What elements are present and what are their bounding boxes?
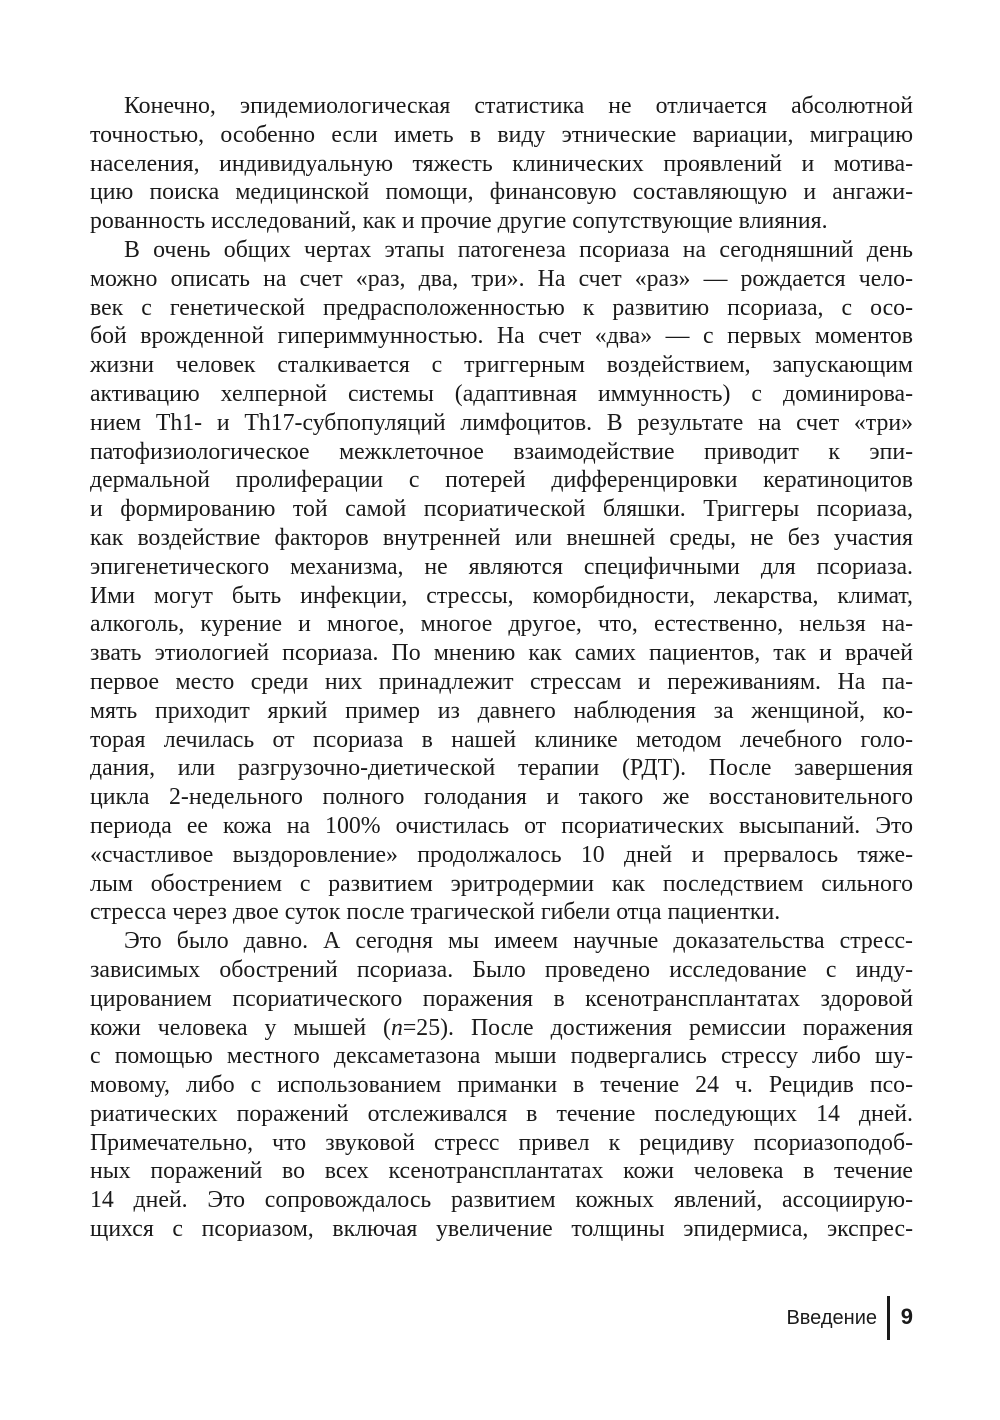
text-line: цированием псориатического поражения в ксенотрансплантатах здоровой (90, 985, 913, 1012)
text-line: цию поиска медицинской помощи, финансовую составляющую и ангажи- (90, 179, 913, 206)
text-line: как воздействие факторов внутренней или внешней среды, не без участия (90, 524, 913, 551)
text-line: щихся с псориазом, включая увеличение толщины эпидермиса, экспрес- (90, 1216, 913, 1243)
text-line: рованность исследований, как и прочие другие сопутствующие влияния. (90, 208, 828, 235)
paragraph-1 (90, 92, 913, 236)
text-line: век с генетической предрасположенностью к развитию псориаза, с осо- (90, 294, 913, 321)
text-line: В очень общих чертах этапы патогенеза псориаза на сегодняшний день (124, 236, 913, 263)
text-line: Ими могут быть инфекции, стрессы, коморбидности, лекарства, климат, (90, 582, 913, 609)
paragraph-3 (90, 927, 913, 1244)
text-line: периода ее кожа на 100% очистилась от псориатических высыпаний. Это (90, 812, 913, 839)
body-text (90, 92, 913, 1244)
text-line: звать этиологией псориаза. По мнению как самих пациентов, так и врачей (90, 640, 913, 667)
text-line: бой врожденной гипериммунностью. На счет «два» — с первых моментов (90, 323, 913, 350)
footer-divider (887, 1296, 890, 1340)
text-line: кожи человека у мышей (n=25). После достижения ремиссии поражения (90, 1014, 913, 1041)
text-line: Это было давно. А сегодня мы имеем научные доказательства стресс- (124, 928, 913, 955)
text-line: первое место среди них принадлежит стрессам и переживаниям. На па- (90, 668, 913, 695)
text-line: с помощью местного дексаметазона мыши подвергались стрессу либо шу- (90, 1043, 913, 1070)
text-line: зависимых обострений псориаза. Было проведено исследование с инду- (90, 956, 913, 983)
text-line: ных поражений во всех ксенотрансплантатах кожи человека в течение (90, 1158, 913, 1185)
text-line: точностью, особенно если иметь в виду этнические вариации, миграцию (90, 121, 913, 148)
text-line: нием Th1- и Th17-субпопуляций лимфоцитов. В результате на счет «три» (90, 409, 913, 436)
text-line: лым обострением с развитием эритродермии как последствием сильного (90, 870, 913, 897)
text-line: эпигенетического механизма, не являются специфичными для псориаза. (90, 553, 913, 580)
text-line: дания, или разгрузочно-диетической терапии (РДТ). После завершения (90, 755, 913, 782)
text-line: торая лечилась от псориаза в нашей клинике методом лечебного голо- (90, 726, 913, 753)
text-line: мовому, либо с использованием приманки в течение 24 ч. Рецидив псо- (90, 1072, 913, 1099)
text-line: алкоголь, курение и многое, многое другое, что, естественно, нельзя на- (90, 611, 913, 638)
text-line: жизни человек сталкивается с триггерным воздействием, запускающим (90, 352, 913, 379)
text-line: мять приходит яркий пример из давнего наблюдения за женщиной, ко- (90, 697, 913, 724)
text-line: Примечательно, что звуковой стресс привел к рецидиву псориазоподоб- (90, 1129, 913, 1156)
text-line: и формированию той самой псориатической бляшки. Триггеры псориаза, (90, 496, 913, 523)
text-line: стресса через двое суток после трагической гибели отца пациентки. (90, 899, 781, 926)
text-line: «счастливое выздоровление» продолжалось 10 дней и прервалось тяже- (90, 841, 913, 868)
page-number: 9 (900, 1304, 913, 1329)
text-line: можно описать на счет «раз, два, три». На счет «раз» — рождается чело- (90, 265, 913, 292)
text-line: населения, индивидуальную тяжесть клинических проявлений и мотива- (90, 150, 913, 177)
text-line: риатических поражений отслеживался в течение последующих 14 дней. (90, 1100, 913, 1127)
section-title: Введение (786, 1307, 877, 1329)
text-line: дермальной пролиферации с потерей дифференцировки кератиноцитов (90, 467, 913, 494)
text-line: 14 дней. Это сопровождалось развитием кожных явлений, ассоциирую- (90, 1187, 913, 1214)
text-line: Конечно, эпидемиологическая статистика не отличается абсолютной (124, 93, 913, 119)
text-line: патофизиологическое межклеточное взаимодействие приводит к эпи- (90, 438, 913, 465)
text-line: активацию хелперной системы (адаптивная иммунность) с доминирова- (90, 380, 913, 407)
text-line: цикла 2-недельного полного голодания и такого же восстановительного (90, 784, 913, 811)
paragraph-2 (90, 236, 913, 927)
page-footer (760, 1294, 913, 1344)
